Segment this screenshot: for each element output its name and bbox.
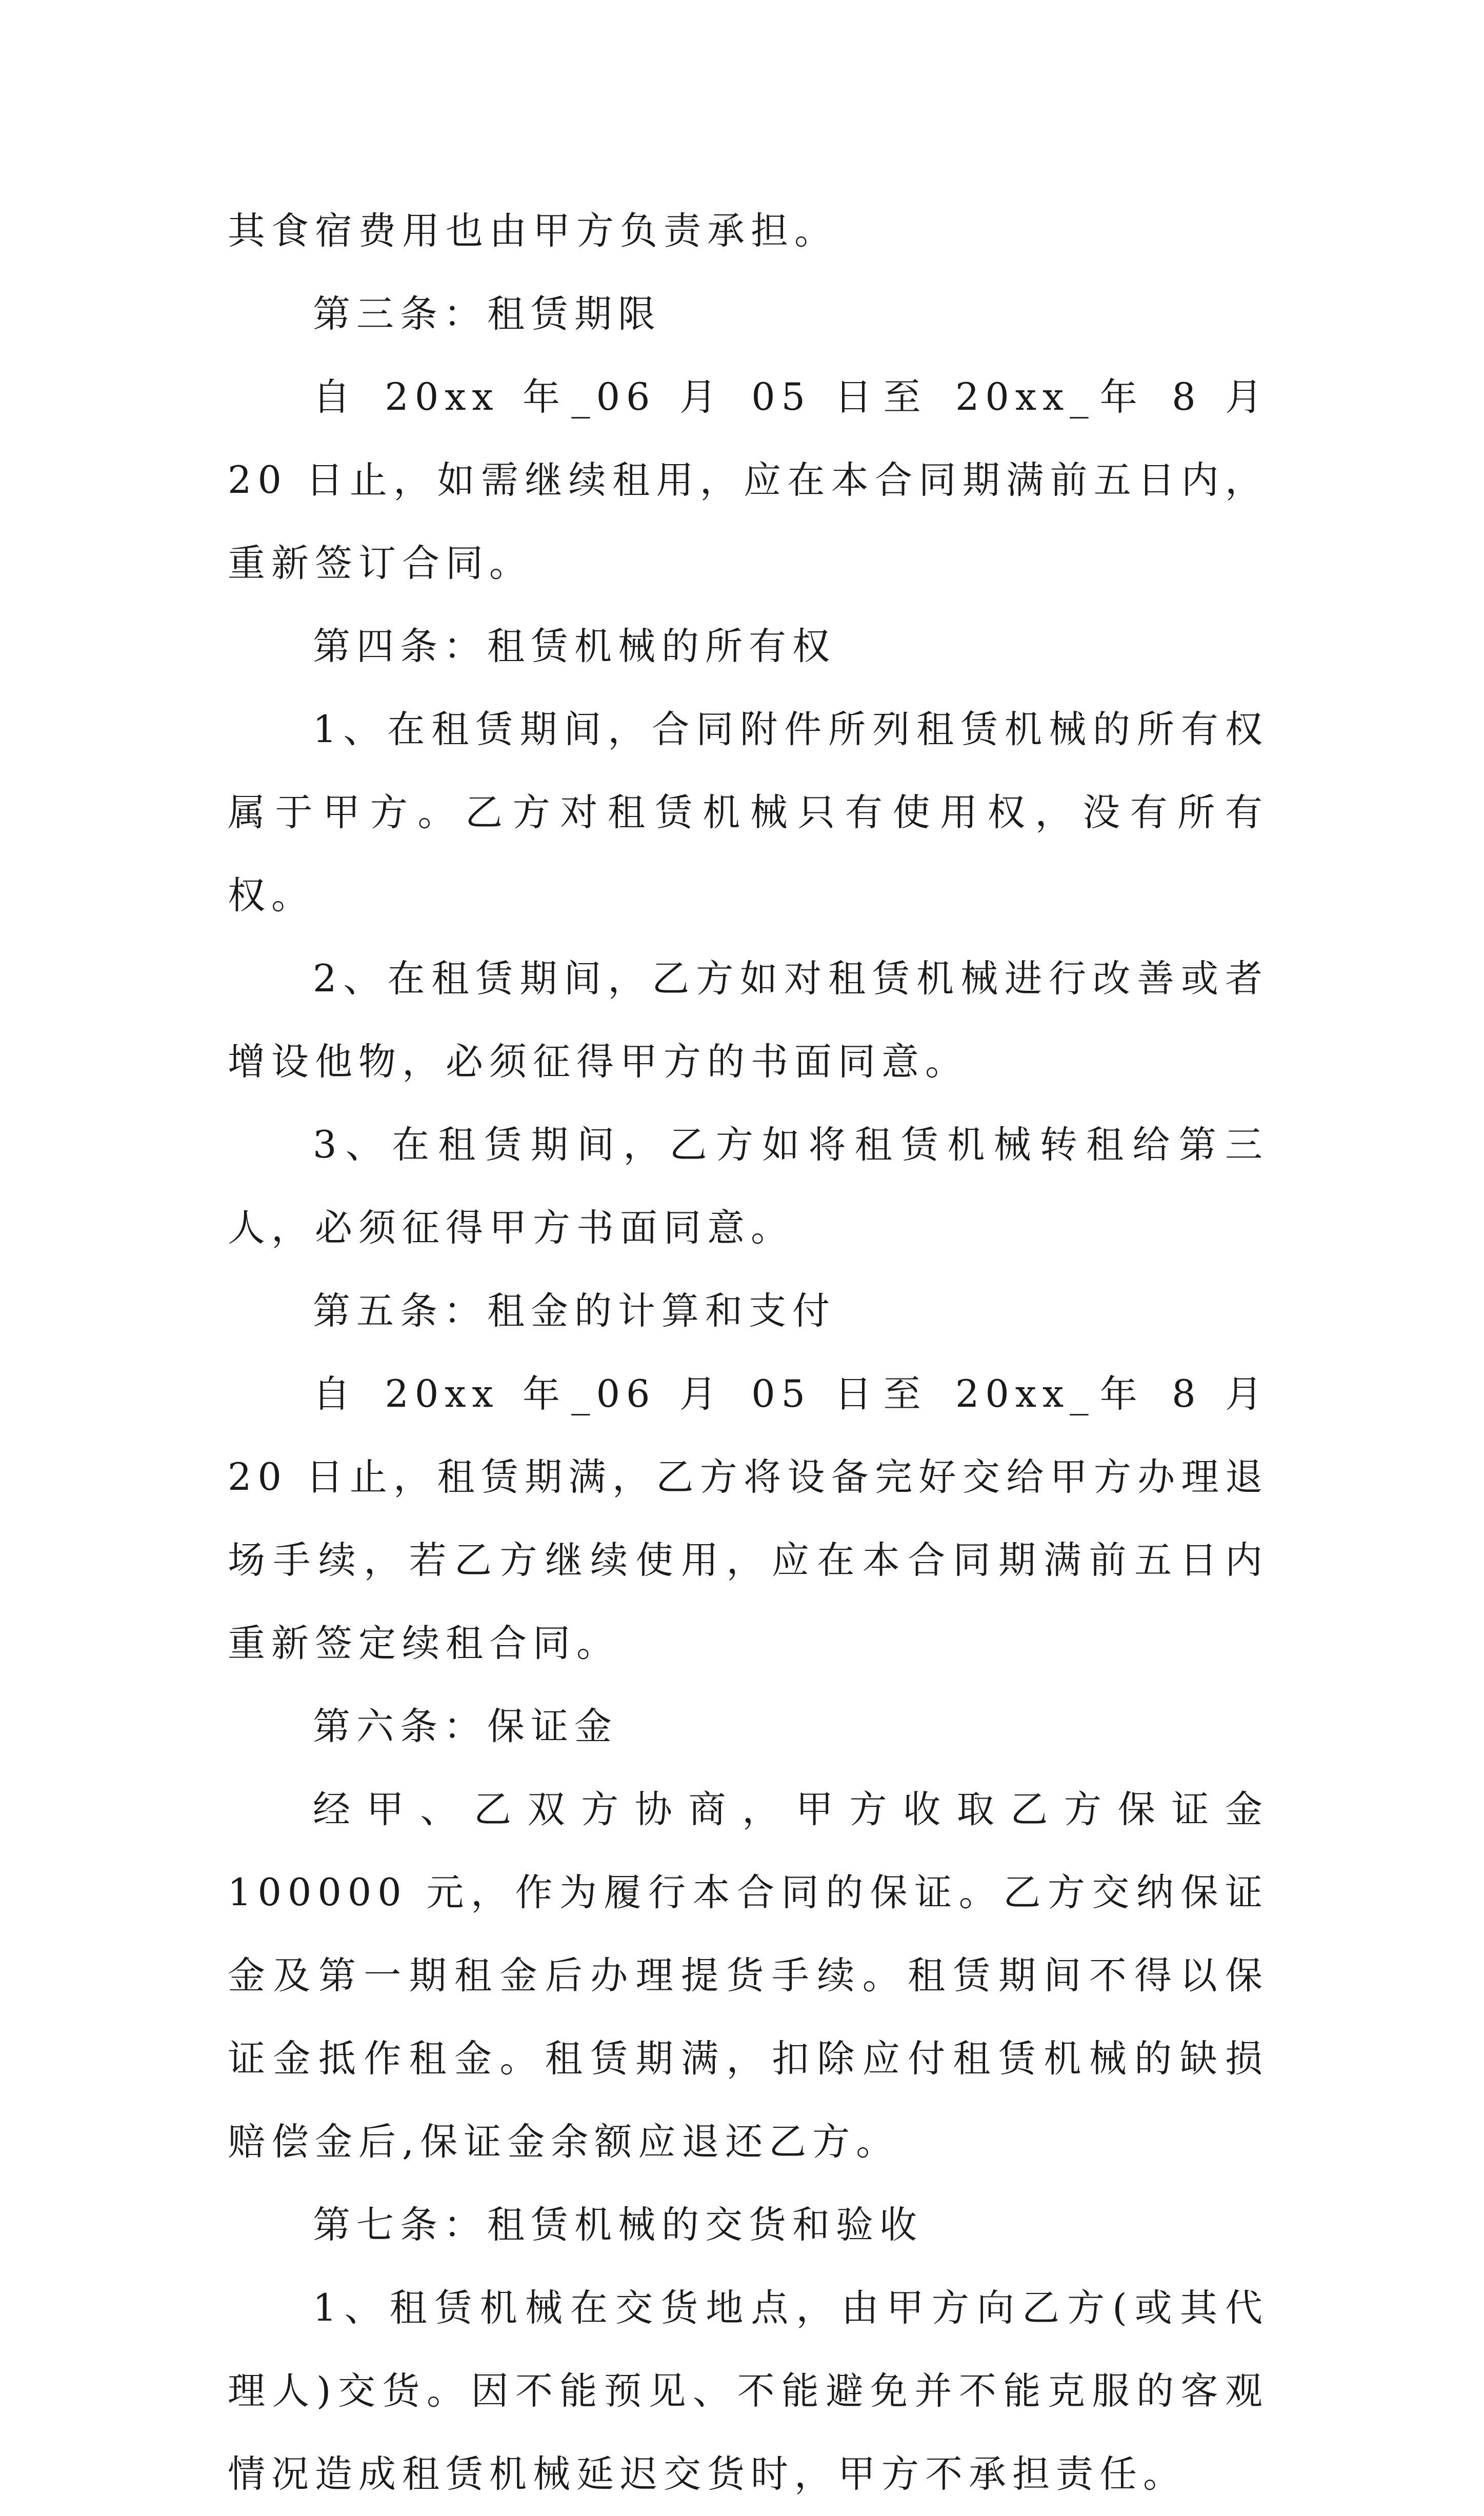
article-5-heading: 第五条：租金的计算和支付 [313,1289,836,1333]
article-7-item-1: 1、租赁机械在交货地点，由甲方向乙方(或其代理人)交货。因不能预见、不能避免并不能克服的客观情况造成租赁机械延迟交货时，甲方不承担责任。 [228,2286,1269,2496]
article-4-item-2: 2、在租赁期间，乙方如对租赁机械进行改善或者增设他物，必须征得甲方的书面同意。 [228,957,1269,1084]
article-6-heading: 第六条：保证金 [313,1705,618,1748]
document-body [228,190,1269,2516]
article-6-paragraph: 经甲、乙双方协商，甲方收取乙方保证金 100000 元，作为履行本合同的保证。乙方交纳保证金及第一期租金后办理提货手续。租赁期间不得以保证金抵作租金。租赁期满，扣除应付租赁机械的缺损赔偿金后,保证金余额应退还乙方。 [228,1788,1269,2164]
article-3-paragraph: 自 20xx 年_06 月 05 日至 20xx_年 8 月 20 日止，如需继续租用，应在本合同期满前五日内，重新签订合同。 [228,375,1269,585]
article-3-heading: 第三条：租赁期限 [313,292,661,336]
article-4-item-3: 3、在租赁期间，乙方如将租赁机械转租给第三人，必须征得甲方书面同意。 [228,1123,1269,1250]
article-4-heading: 第四条：租赁机械的所有权 [313,625,836,668]
paragraph-continuation: 其食宿费用也由甲方负责承担。 [228,209,838,253]
article-5-paragraph: 自 20xx 年_06 月 05 日至 20xx_年 8 月 20 日止，租赁期满，乙方将设备完好交给甲方办理退场手续，若乙方继续使用，应在本合同期满前五日内重新签定续租合同。 [228,1372,1269,1665]
article-4-item-1: 1、在租赁期间，合同附件所列租赁机械的所有权属于甲方。乙方对租赁机械只有使用权，没有所有权。 [228,708,1269,917]
article-7-heading: 第七条：租赁机械的交货和验收 [313,2203,923,2247]
